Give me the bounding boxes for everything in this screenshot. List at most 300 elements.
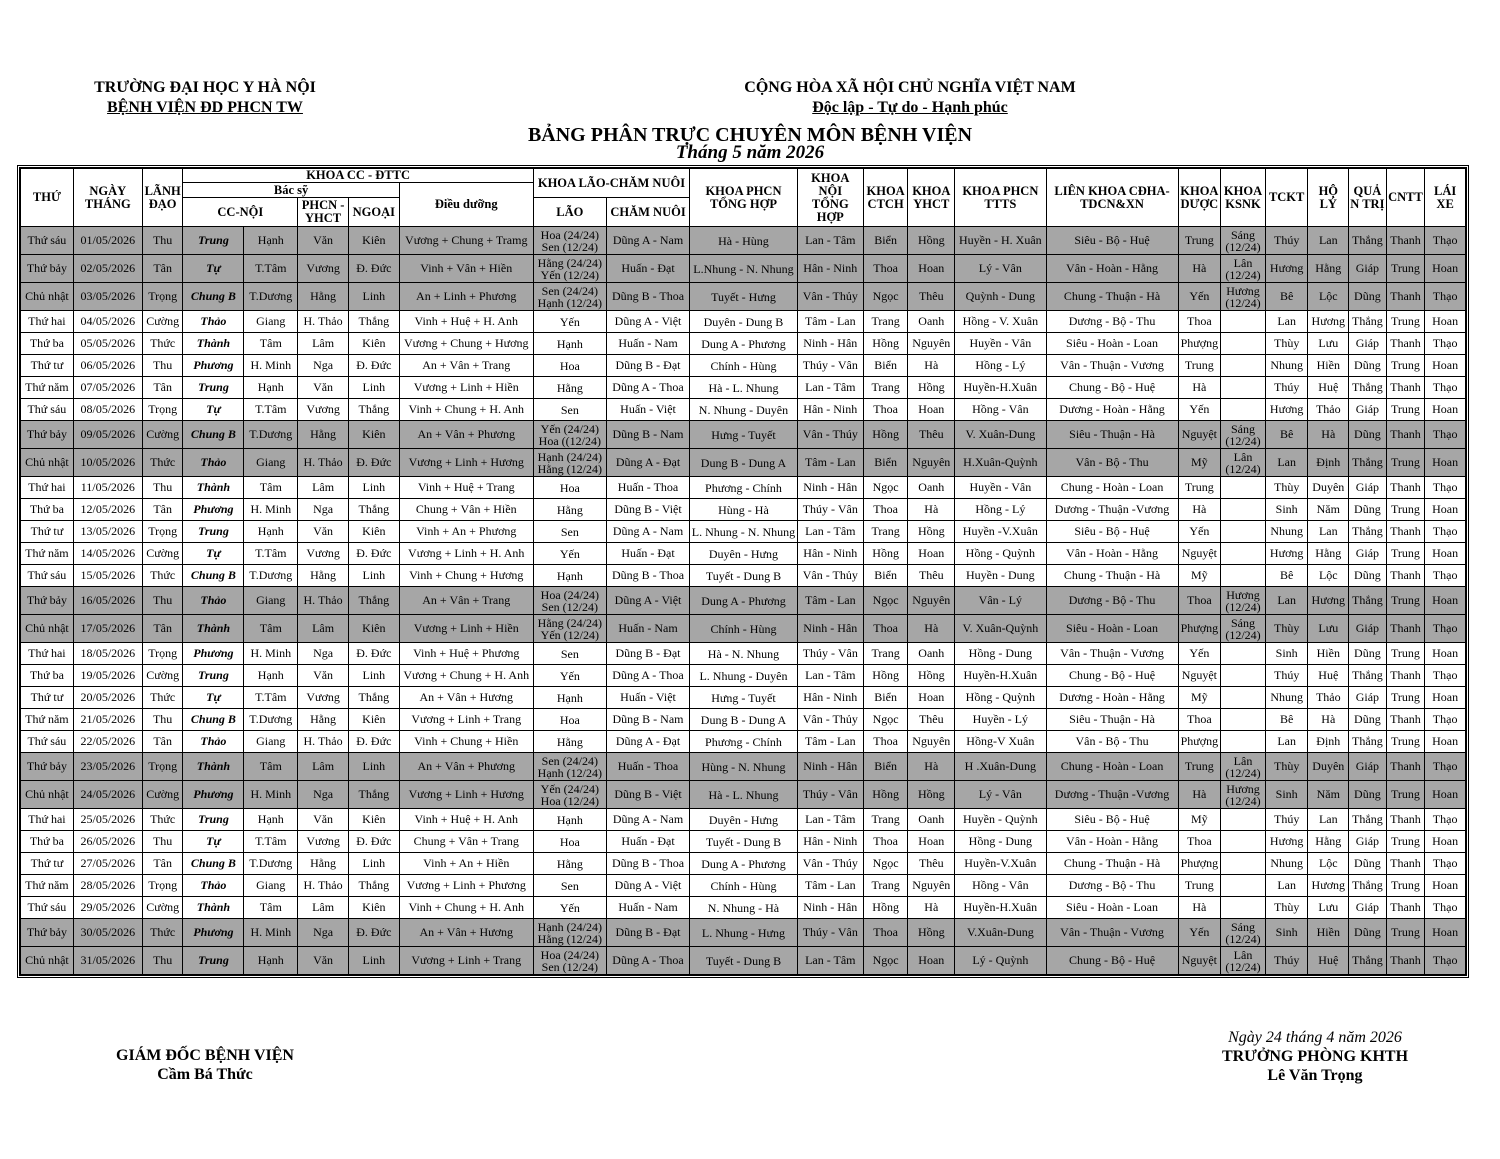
phcn-yhct-doctor-cell: Nga bbox=[298, 781, 349, 809]
header-ho-ly: HỘ LÝ bbox=[1308, 169, 1349, 227]
nurses-cell: Vương + Linh + H. Anh bbox=[399, 543, 533, 565]
phcn-general-cell: Chính - Hùng bbox=[690, 875, 798, 897]
orderly-cell: Năm bbox=[1308, 499, 1349, 521]
planning-head-signature-block bbox=[1180, 1028, 1450, 1085]
ctch-cell: Hồng bbox=[863, 333, 908, 355]
cc-noi-lead-doctor-cell: Phương bbox=[183, 355, 244, 377]
yhct-cell: Nguyên bbox=[908, 875, 955, 897]
it-cell: Thanh bbox=[1386, 809, 1425, 831]
administration-cell: Dũng bbox=[1349, 919, 1387, 947]
finance-cell: Thúy bbox=[1265, 377, 1308, 399]
infection-control-cell: Lân (12/24) bbox=[1221, 753, 1266, 781]
administration-cell: Dũng bbox=[1349, 643, 1387, 665]
cc-noi-lead-doctor-cell: Phương bbox=[183, 781, 244, 809]
driver-cell: Hoan bbox=[1425, 643, 1466, 665]
cc-noi-doctor-cell: T.Tâm bbox=[244, 255, 298, 283]
geriatrics-cell: Sen bbox=[533, 399, 606, 421]
driver-cell: Hoan bbox=[1425, 449, 1466, 477]
pharmacy-cell: Mỹ bbox=[1178, 565, 1221, 587]
leader-cell: Thức bbox=[142, 809, 183, 831]
geriatrics-cell: Hoa (24/24) Sen (12/24) bbox=[533, 227, 606, 255]
infection-control-cell: Sáng (12/24) bbox=[1221, 227, 1266, 255]
orderly-cell: Lộc bbox=[1308, 283, 1349, 311]
day-of-week-cell: Thứ bảy bbox=[21, 421, 74, 449]
imaging-lab-cell: Chung - Bộ - Huệ bbox=[1046, 377, 1178, 399]
administration-cell: Giáp bbox=[1349, 831, 1387, 853]
infection-control-cell: Lân (12/24) bbox=[1221, 255, 1266, 283]
yhct-cell: Hồng bbox=[908, 377, 955, 399]
phcn-general-cell: Hà - N. Nhung bbox=[690, 643, 798, 665]
internal-medicine-cell: Thúy - Vân bbox=[797, 919, 863, 947]
schedule-row bbox=[21, 333, 1466, 355]
phcn-yhct-doctor-cell: Hằng bbox=[298, 283, 349, 311]
pharmacy-cell: Yến bbox=[1178, 521, 1221, 543]
geriatrics-cell: Hằng (24/24) Yến (12/24) bbox=[533, 615, 606, 643]
geriatrics-cell: Yến (24/24) Hoa ((12/24) bbox=[533, 421, 606, 449]
leader-cell: Tân bbox=[142, 499, 183, 521]
phcn-general-cell: Phương - Chính bbox=[690, 731, 798, 753]
schedule-row bbox=[21, 543, 1466, 565]
leader-cell: Trọng bbox=[142, 753, 183, 781]
yhct-cell: Hoan bbox=[908, 687, 955, 709]
imaging-lab-cell: Vân - Hoàn - Hằng bbox=[1046, 255, 1178, 283]
internal-medicine-cell: Vân - Thủy bbox=[797, 283, 863, 311]
pharmacy-cell: Mỹ bbox=[1178, 809, 1221, 831]
cc-noi-lead-doctor-cell: Thành bbox=[183, 477, 244, 499]
internal-medicine-cell: Tâm - Lan bbox=[797, 449, 863, 477]
date-cell: 28/05/2026 bbox=[73, 875, 142, 897]
cc-noi-lead-doctor-cell: Chung B bbox=[183, 709, 244, 731]
infection-control-cell: Hương (12/24) bbox=[1221, 781, 1266, 809]
orderly-cell: Lan bbox=[1308, 809, 1349, 831]
leader-cell: Trọng bbox=[142, 875, 183, 897]
internal-medicine-cell: Ninh - Hân bbox=[797, 477, 863, 499]
orderly-cell: Duyên bbox=[1308, 477, 1349, 499]
day-of-week-cell: Chủ nhật bbox=[21, 449, 74, 477]
orderly-cell: Thảo bbox=[1308, 687, 1349, 709]
day-of-week-cell: Thứ ba bbox=[21, 831, 74, 853]
it-cell: Thanh bbox=[1386, 477, 1425, 499]
internal-medicine-cell: Thúy - Vân bbox=[797, 355, 863, 377]
phcn-general-cell: Dung A - Phương bbox=[690, 587, 798, 615]
university-name: TRƯỜNG ĐẠI HỌC Y HÀ NỘI bbox=[94, 79, 316, 96]
date-cell: 04/05/2026 bbox=[73, 311, 142, 333]
internal-medicine-cell: Lan - Tâm bbox=[797, 227, 863, 255]
nation-name: CỘNG HÒA XÃ HỘI CHỦ NGHĨA VIỆT NAM bbox=[744, 79, 1076, 96]
day-of-week-cell: Thứ hai bbox=[21, 311, 74, 333]
nursing-care-cell: Dũng A - Thoa bbox=[606, 665, 689, 687]
ctch-cell: Biển bbox=[863, 565, 908, 587]
date-cell: 02/05/2026 bbox=[73, 255, 142, 283]
phcn-general-cell: Hà - L. Nhung bbox=[690, 781, 798, 809]
leader-cell: Thức bbox=[142, 449, 183, 477]
driver-cell: Hoan bbox=[1425, 781, 1466, 809]
driver-cell: Hoan bbox=[1425, 543, 1466, 565]
nurses-cell: An + Vân + Trang bbox=[399, 355, 533, 377]
yhct-cell: Thêu bbox=[908, 565, 955, 587]
it-cell: Thanh bbox=[1386, 377, 1425, 399]
surgery-doctor-cell: Kiên bbox=[348, 333, 399, 355]
surgery-doctor-cell: Kiên bbox=[348, 615, 399, 643]
date-cell: 18/05/2026 bbox=[73, 643, 142, 665]
finance-cell: Bê bbox=[1265, 709, 1308, 731]
infection-control-cell bbox=[1221, 853, 1266, 875]
header-ngoai: NGOẠI bbox=[348, 198, 399, 227]
infection-control-cell bbox=[1221, 709, 1266, 731]
imaging-lab-cell: Dương - Hoàn - Hằng bbox=[1046, 687, 1178, 709]
finance-cell: Nhung bbox=[1265, 853, 1308, 875]
phcn-general-cell: Hưng - Tuyết bbox=[690, 687, 798, 709]
internal-medicine-cell: Vân - Thúy bbox=[797, 421, 863, 449]
day-of-week-cell: Chủ nhật bbox=[21, 615, 74, 643]
nurses-cell: Vương + Chung + H. Anh bbox=[399, 665, 533, 687]
schedule-row bbox=[21, 875, 1466, 897]
phcn-ttts-cell: Huyền-H.Xuân bbox=[955, 377, 1046, 399]
phcn-yhct-doctor-cell: Hằng bbox=[298, 421, 349, 449]
orderly-cell: Hà bbox=[1308, 709, 1349, 731]
day-of-week-cell: Thứ bảy bbox=[21, 919, 74, 947]
pharmacy-cell: Phượng bbox=[1178, 615, 1221, 643]
date-cell: 13/05/2026 bbox=[73, 521, 142, 543]
administration-cell: Thắng bbox=[1349, 449, 1387, 477]
imaging-lab-cell: Siêu - Hoàn - Loan bbox=[1046, 333, 1178, 355]
day-of-week-cell: Thứ hai bbox=[21, 809, 74, 831]
yhct-cell: Hoan bbox=[908, 255, 955, 283]
internal-medicine-cell: Thúy - Vân bbox=[797, 499, 863, 521]
geriatrics-cell: Sen (24/24) Hạnh (12/24) bbox=[533, 283, 606, 311]
phcn-ttts-cell: Hồng - Dung bbox=[955, 831, 1046, 853]
date-cell: 05/05/2026 bbox=[73, 333, 142, 355]
finance-cell: Lan bbox=[1265, 311, 1308, 333]
cc-noi-doctor-cell: T.Dương bbox=[244, 853, 298, 875]
surgery-doctor-cell: Linh bbox=[348, 753, 399, 781]
geriatrics-cell: Hạnh bbox=[533, 333, 606, 355]
finance-cell: Thùy bbox=[1265, 615, 1308, 643]
finance-cell: Thùy bbox=[1265, 753, 1308, 781]
administration-cell: Giáp bbox=[1349, 897, 1387, 919]
surgery-doctor-cell: Đ. Đức bbox=[348, 643, 399, 665]
finance-cell: Bê bbox=[1265, 565, 1308, 587]
cc-noi-doctor-cell: Hạnh bbox=[244, 521, 298, 543]
orderly-cell: Hằng bbox=[1308, 255, 1349, 283]
it-cell: Trung bbox=[1386, 355, 1425, 377]
date-cell: 21/05/2026 bbox=[73, 709, 142, 731]
phcn-yhct-doctor-cell: Văn bbox=[298, 947, 349, 975]
imaging-lab-cell: Vân - Thuận - Vương bbox=[1046, 919, 1178, 947]
infection-control-cell bbox=[1221, 543, 1266, 565]
imaging-lab-cell: Dương - Bộ - Thu bbox=[1046, 875, 1178, 897]
header-phcn-tong-hop: KHOA PHCN TỔNG HỢP bbox=[690, 169, 798, 227]
day-of-week-cell: Thứ tư bbox=[21, 521, 74, 543]
imaging-lab-cell: Siêu - Hoàn - Loan bbox=[1046, 897, 1178, 919]
driver-cell: Thạo bbox=[1425, 565, 1466, 587]
administration-cell: Giáp bbox=[1349, 615, 1387, 643]
header-noi-tong-hop: KHOA NỘI TỔNG HỢP bbox=[797, 169, 863, 227]
nurses-cell: Vinh + An + Hiền bbox=[399, 853, 533, 875]
header-lai-xe: LÁI XE bbox=[1425, 169, 1466, 227]
cc-noi-lead-doctor-cell: Thảo bbox=[183, 875, 244, 897]
nursing-care-cell: Dũng A - Việt bbox=[606, 311, 689, 333]
infection-control-cell: Lân (12/24) bbox=[1221, 947, 1266, 975]
date-cell: 31/05/2026 bbox=[73, 947, 142, 975]
day-of-week-cell: Thứ hai bbox=[21, 643, 74, 665]
geriatrics-cell: Hoa bbox=[533, 355, 606, 377]
nursing-care-cell: Dũng B - Nam bbox=[606, 421, 689, 449]
orderly-cell: Định bbox=[1308, 449, 1349, 477]
internal-medicine-cell: Tâm - Lan bbox=[797, 311, 863, 333]
orderly-cell: Lưu bbox=[1308, 333, 1349, 355]
director-name: Cầm Bá Thức bbox=[157, 1066, 253, 1083]
schedule-row bbox=[21, 643, 1466, 665]
nurses-cell: Vinh + Huệ + Phương bbox=[399, 643, 533, 665]
day-of-week-cell: Thứ sáu bbox=[21, 731, 74, 753]
cc-noi-doctor-cell: H. Minh bbox=[244, 781, 298, 809]
yhct-cell: Hà bbox=[908, 355, 955, 377]
ctch-cell: Thoa bbox=[863, 499, 908, 521]
it-cell: Trung bbox=[1386, 311, 1425, 333]
phcn-general-cell: N. Nhung - Hà bbox=[690, 897, 798, 919]
schedule-row bbox=[21, 227, 1466, 255]
ctch-cell: Hồng bbox=[863, 781, 908, 809]
pharmacy-cell: Trung bbox=[1178, 875, 1221, 897]
leader-cell: Thức bbox=[142, 333, 183, 355]
imaging-lab-cell: Chung - Thuận - Hà bbox=[1046, 853, 1178, 875]
day-of-week-cell: Thứ bảy bbox=[21, 753, 74, 781]
finance-cell: Thùy bbox=[1265, 333, 1308, 355]
driver-cell: Thạo bbox=[1425, 947, 1466, 975]
nursing-care-cell: Dũng B - Thoa bbox=[606, 565, 689, 587]
orderly-cell: Định bbox=[1308, 731, 1349, 753]
administration-cell: Dũng bbox=[1349, 283, 1387, 311]
it-cell: Thanh bbox=[1386, 565, 1425, 587]
nursing-care-cell: Huấn - Đạt bbox=[606, 543, 689, 565]
ctch-cell: Thoa bbox=[863, 731, 908, 753]
imaging-lab-cell: Vân - Hoàn - Hằng bbox=[1046, 831, 1178, 853]
driver-cell: Thạo bbox=[1425, 809, 1466, 831]
cc-noi-doctor-cell: Hạnh bbox=[244, 665, 298, 687]
phcn-ttts-cell: Huyền - Vân bbox=[955, 333, 1046, 355]
nursing-care-cell: Huấn - Đạt bbox=[606, 831, 689, 853]
pharmacy-cell: Phượng bbox=[1178, 333, 1221, 355]
document-title: BẢNG PHÂN TRỰC CHUYÊN MÔN BỆNH VIỆN bbox=[527, 124, 973, 146]
leader-cell: Trọng bbox=[142, 283, 183, 311]
infection-control-cell bbox=[1221, 831, 1266, 853]
driver-cell: Thạo bbox=[1425, 377, 1466, 399]
duty-schedule-table-frame bbox=[17, 165, 1469, 978]
surgery-doctor-cell: Đ. Đức bbox=[348, 449, 399, 477]
phcn-ttts-cell: Huyền - Dung bbox=[955, 565, 1046, 587]
day-of-week-cell: Thứ bảy bbox=[21, 587, 74, 615]
day-of-week-cell: Thứ sáu bbox=[21, 897, 74, 919]
phcn-yhct-doctor-cell: Vương bbox=[298, 255, 349, 283]
orderly-cell: Lan bbox=[1308, 521, 1349, 543]
geriatrics-cell: Hạnh (24/24) Hằng (12/24) bbox=[533, 919, 606, 947]
date-cell: 10/05/2026 bbox=[73, 449, 142, 477]
day-of-week-cell: Chủ nhật bbox=[21, 781, 74, 809]
leader-cell: Thu bbox=[142, 947, 183, 975]
phcn-general-cell: L. Nhung - Hưng bbox=[690, 919, 798, 947]
nurses-cell: Vương + Linh + Phương bbox=[399, 875, 533, 897]
it-cell: Thanh bbox=[1386, 615, 1425, 643]
phcn-general-cell: Tuyết - Dung B bbox=[690, 565, 798, 587]
schedule-row bbox=[21, 919, 1466, 947]
geriatrics-cell: Hoa bbox=[533, 709, 606, 731]
it-cell: Trung bbox=[1386, 831, 1425, 853]
infection-control-cell bbox=[1221, 399, 1266, 421]
pharmacy-cell: Phượng bbox=[1178, 853, 1221, 875]
geriatrics-cell: Yến bbox=[533, 897, 606, 919]
schedule-row bbox=[21, 587, 1466, 615]
surgery-doctor-cell: Đ. Đức bbox=[348, 355, 399, 377]
infection-control-cell bbox=[1221, 809, 1266, 831]
day-of-week-cell: Thứ năm bbox=[21, 875, 74, 897]
phcn-ttts-cell: V. Xuân-Quỳnh bbox=[955, 615, 1046, 643]
finance-cell: Nhung bbox=[1265, 355, 1308, 377]
cc-noi-lead-doctor-cell: Thành bbox=[183, 753, 244, 781]
ctch-cell: Thoa bbox=[863, 399, 908, 421]
finance-cell: Bê bbox=[1265, 421, 1308, 449]
surgery-doctor-cell: Đ. Đức bbox=[348, 731, 399, 753]
phcn-general-cell: Tuyết - Dung B bbox=[690, 831, 798, 853]
schedule-row bbox=[21, 283, 1466, 311]
administration-cell: Dũng bbox=[1349, 709, 1387, 731]
phcn-general-cell: Hùng - N. Nhung bbox=[690, 753, 798, 781]
phcn-ttts-cell: Huyền - Quỳnh bbox=[955, 809, 1046, 831]
signing-date: Ngày 24 tháng 4 năm 2026 bbox=[1228, 1029, 1402, 1046]
orderly-cell: Hương bbox=[1308, 587, 1349, 615]
finance-cell: Bê bbox=[1265, 283, 1308, 311]
leader-cell: Cường bbox=[142, 421, 183, 449]
internal-medicine-cell: Hân - Ninh bbox=[797, 543, 863, 565]
phcn-yhct-doctor-cell: Lâm bbox=[298, 897, 349, 919]
ctch-cell: Thoa bbox=[863, 615, 908, 643]
administration-cell: Thắng bbox=[1349, 665, 1387, 687]
phcn-general-cell: Dung A - Phương bbox=[690, 853, 798, 875]
phcn-yhct-doctor-cell: Lâm bbox=[298, 753, 349, 781]
administration-cell: Giáp bbox=[1349, 543, 1387, 565]
header-lanh-dao: LÃNH ĐẠO bbox=[142, 169, 183, 227]
date-cell: 26/05/2026 bbox=[73, 831, 142, 853]
infection-control-cell bbox=[1221, 687, 1266, 709]
imaging-lab-cell: Vân - Bộ - Thu bbox=[1046, 731, 1178, 753]
administration-cell: Dũng bbox=[1349, 421, 1387, 449]
nursing-care-cell: Huấn - Việt bbox=[606, 687, 689, 709]
date-cell: 17/05/2026 bbox=[73, 615, 142, 643]
internal-medicine-cell: Vân - Thủy bbox=[797, 565, 863, 587]
phcn-ttts-cell: Hồng - V. Xuân bbox=[955, 311, 1046, 333]
driver-cell: Hoan bbox=[1425, 875, 1466, 897]
yhct-cell: Oanh bbox=[908, 311, 955, 333]
day-of-week-cell: Thứ tư bbox=[21, 853, 74, 875]
it-cell: Trung bbox=[1386, 687, 1425, 709]
schedule-row bbox=[21, 565, 1466, 587]
day-of-week-cell: Thứ sáu bbox=[21, 227, 74, 255]
day-of-week-cell: Thứ ba bbox=[21, 333, 74, 355]
leader-cell: Thu bbox=[142, 587, 183, 615]
date-cell: 09/05/2026 bbox=[73, 421, 142, 449]
nurses-cell: An + Vân + Phương bbox=[399, 753, 533, 781]
internal-medicine-cell: Hân - Ninh bbox=[797, 831, 863, 853]
phcn-yhct-doctor-cell: Vương bbox=[298, 543, 349, 565]
phcn-general-cell: Duyên - Hưng bbox=[690, 543, 798, 565]
internal-medicine-cell: Hân - Ninh bbox=[797, 399, 863, 421]
imaging-lab-cell: Siêu - Hoàn - Loan bbox=[1046, 615, 1178, 643]
surgery-doctor-cell: Kiên bbox=[348, 709, 399, 731]
orderly-cell: Hằng bbox=[1308, 831, 1349, 853]
administration-cell: Thắng bbox=[1349, 521, 1387, 543]
leader-cell: Cường bbox=[142, 781, 183, 809]
administration-cell: Giáp bbox=[1349, 687, 1387, 709]
schedule-row bbox=[21, 687, 1466, 709]
nursing-care-cell: Dũng B - Thoa bbox=[606, 283, 689, 311]
nursing-care-cell: Huấn - Thoa bbox=[606, 753, 689, 781]
surgery-doctor-cell: Thắng bbox=[348, 587, 399, 615]
internal-medicine-cell: Hân - Ninh bbox=[797, 687, 863, 709]
pharmacy-cell: Hà bbox=[1178, 377, 1221, 399]
internal-medicine-cell: Thúy - Vân bbox=[797, 781, 863, 809]
it-cell: Thanh bbox=[1386, 421, 1425, 449]
leader-cell: Tân bbox=[142, 853, 183, 875]
administration-cell: Thắng bbox=[1349, 227, 1387, 255]
cc-noi-lead-doctor-cell: Chung B bbox=[183, 421, 244, 449]
header-duoc: KHOA DƯỢC bbox=[1178, 169, 1221, 227]
surgery-doctor-cell: Đ. Đức bbox=[348, 543, 399, 565]
it-cell: Thanh bbox=[1386, 665, 1425, 687]
administration-cell: Giáp bbox=[1349, 255, 1387, 283]
cc-noi-doctor-cell: Hạnh bbox=[244, 947, 298, 975]
nurses-cell: An + Vân + Hương bbox=[399, 919, 533, 947]
phcn-ttts-cell: Hồng - Lý bbox=[955, 499, 1046, 521]
driver-cell: Thạo bbox=[1425, 421, 1466, 449]
phcn-general-cell: Phương - Chính bbox=[690, 477, 798, 499]
surgery-doctor-cell: Kiên bbox=[348, 227, 399, 255]
leader-cell: Cường bbox=[142, 665, 183, 687]
infection-control-cell bbox=[1221, 643, 1266, 665]
surgery-doctor-cell: Linh bbox=[348, 665, 399, 687]
cc-noi-doctor-cell: Giang bbox=[244, 875, 298, 897]
yhct-cell: Thêu bbox=[908, 709, 955, 731]
phcn-yhct-doctor-cell: H. Thảo bbox=[298, 587, 349, 615]
leader-cell: Thu bbox=[142, 355, 183, 377]
phcn-ttts-cell: Huyền - Vân bbox=[955, 477, 1046, 499]
day-of-week-cell: Thứ năm bbox=[21, 709, 74, 731]
phcn-yhct-doctor-cell: Văn bbox=[298, 521, 349, 543]
it-cell: Thanh bbox=[1386, 521, 1425, 543]
day-of-week-cell: Thứ tư bbox=[21, 355, 74, 377]
pharmacy-cell: Nguyệt bbox=[1178, 421, 1221, 449]
nursing-care-cell: Huấn - Đạt bbox=[606, 255, 689, 283]
yhct-cell: Thêu bbox=[908, 853, 955, 875]
cc-noi-doctor-cell: Hạnh bbox=[244, 809, 298, 831]
yhct-cell: Hà bbox=[908, 753, 955, 781]
finance-cell: Sinh bbox=[1265, 499, 1308, 521]
administration-cell: Thắng bbox=[1349, 311, 1387, 333]
surgery-doctor-cell: Kiên bbox=[348, 809, 399, 831]
day-of-week-cell: Thứ sáu bbox=[21, 565, 74, 587]
finance-cell: Lan bbox=[1265, 875, 1308, 897]
phcn-general-cell: Tuyết - Dung B bbox=[690, 947, 798, 975]
nurses-cell: Vinh + Chung + H. Anh bbox=[399, 399, 533, 421]
orderly-cell: Lưu bbox=[1308, 615, 1349, 643]
schedule-row bbox=[21, 831, 1466, 853]
surgery-doctor-cell: Thắng bbox=[348, 781, 399, 809]
nurses-cell: Vương + Chung + Tramg bbox=[399, 227, 533, 255]
date-cell: 20/05/2026 bbox=[73, 687, 142, 709]
date-cell: 03/05/2026 bbox=[73, 283, 142, 311]
orderly-cell: Hiền bbox=[1308, 919, 1349, 947]
cc-noi-lead-doctor-cell: Phương bbox=[183, 499, 244, 521]
imaging-lab-cell: Siêu - Thuận - Hà bbox=[1046, 709, 1178, 731]
